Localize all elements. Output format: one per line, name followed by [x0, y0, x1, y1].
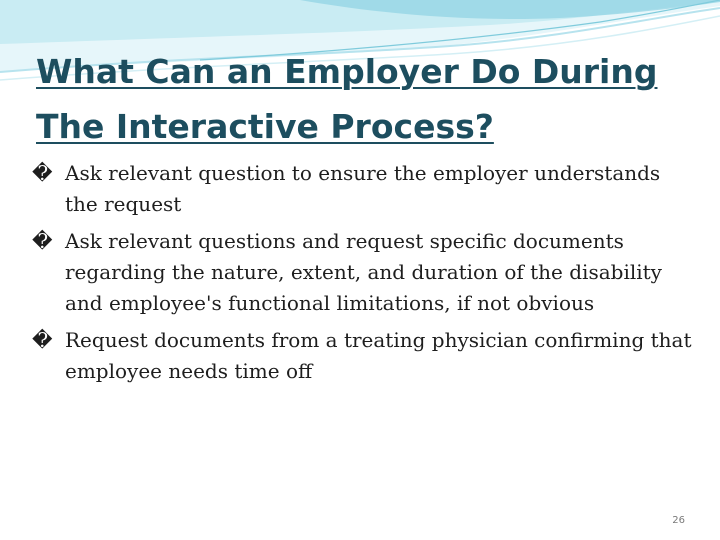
- slide-title-line-2: The Interactive Process?: [36, 107, 494, 146]
- slide-title-line-1: What Can an Employer Do During: [36, 52, 658, 91]
- bullet-text: Ask relevant question to ensure the employer understands the request: [65, 161, 661, 216]
- slide-title: [36, 44, 706, 154]
- page-number: 26: [672, 515, 685, 526]
- bullet-icon-glyph: �: [32, 328, 53, 352]
- bullet-icon: [32, 325, 65, 356]
- bullet-icon-glyph: �: [32, 229, 53, 253]
- bullet-item: [32, 158, 692, 220]
- bullet-text: Ask relevant questions and request specific documents regarding the nature, extent, and duration of the disability and employee's functional limitations, if not obvious: [65, 229, 662, 315]
- bullet-item: [32, 325, 692, 387]
- bullet-list: [32, 158, 692, 393]
- bullet-item: [32, 226, 692, 319]
- bullet-icon: [32, 158, 65, 189]
- bullet-icon-glyph: �: [32, 161, 53, 185]
- bullet-icon: [32, 226, 65, 257]
- bullet-text: Request documents from a treating physician confirming that employee needs time off: [65, 328, 692, 383]
